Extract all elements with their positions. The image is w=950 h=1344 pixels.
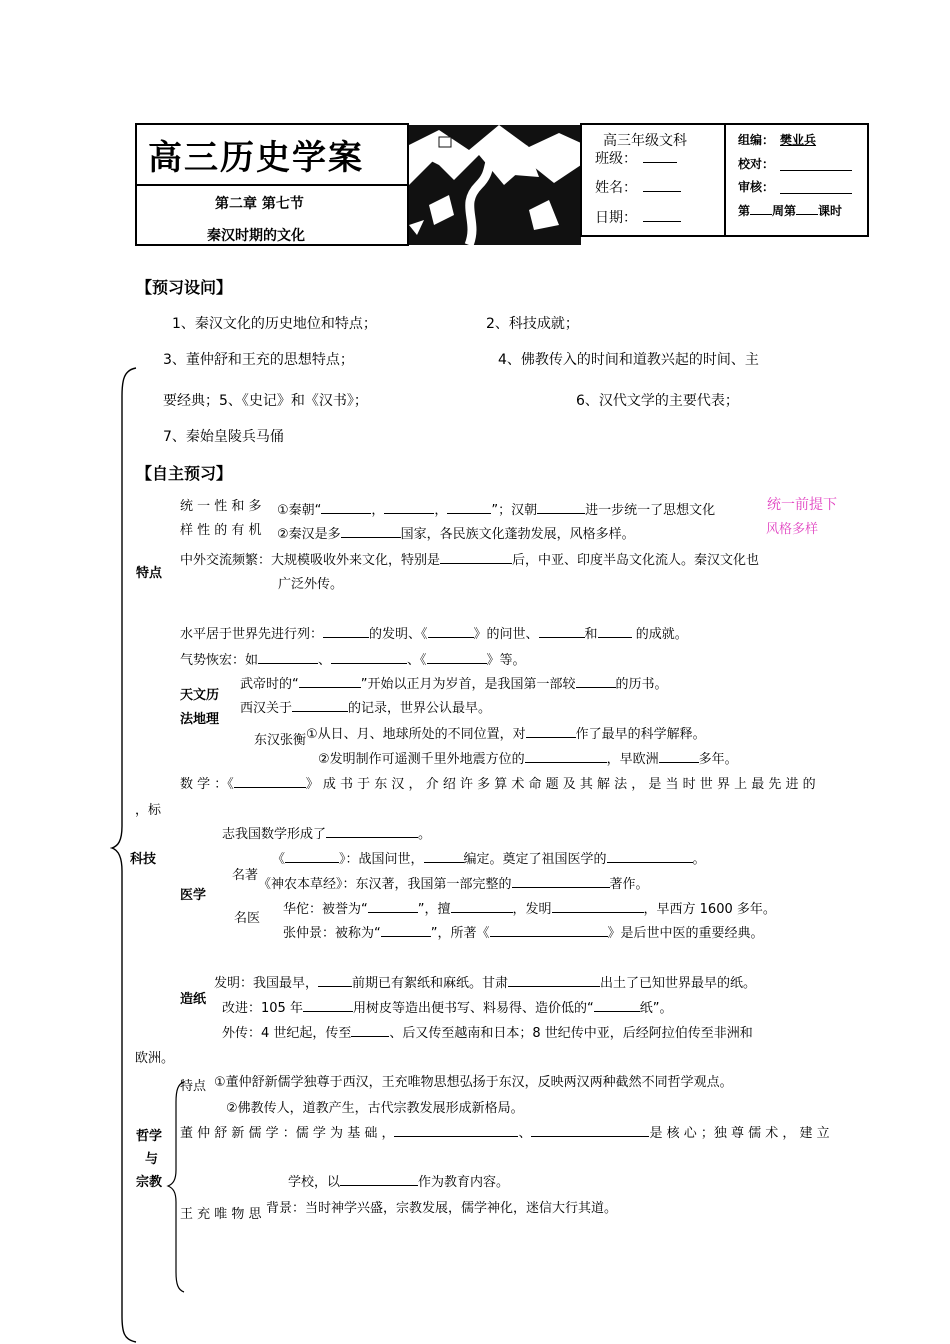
preview-q1: 1、秦汉文化的历史地位和特点； xyxy=(172,316,377,332)
blank-qin-2[interactable] xyxy=(384,501,434,514)
zhangheng-line-2: ②发明制作可遥测千里外地震方位的 ，早欧洲 多年。 xyxy=(318,752,738,767)
class-label: 班级： xyxy=(595,151,637,167)
blank-hua-skill[interactable] xyxy=(451,900,513,913)
preview-q6: 6、汉代文学的主要代表； xyxy=(576,393,739,409)
blank-cailun[interactable] xyxy=(303,999,353,1012)
phil-feature-1: ①董仲舒新儒学独尊于西汉，王充唯物思想弘扬于东汉，反映两汉两种截然不同哲学观点。 xyxy=(214,1075,733,1090)
preview-heading: 【预习设问】 xyxy=(136,278,233,297)
phil-label-1: 哲学 xyxy=(136,1129,163,1144)
blank-paper-spread[interactable] xyxy=(351,1024,389,1037)
dong-line-2: 学校，以 作为教育内容。 xyxy=(288,1175,510,1190)
dong-line: 董 仲 舒 新 儒 学 ：儒 学 为 基 础 ， 、 是 核 心 ；独 尊 儒 术 ， 建 立 xyxy=(180,1126,830,1141)
blank-med-editor[interactable] xyxy=(424,850,464,863)
blank-grand-2[interactable] xyxy=(331,651,407,664)
self-study-heading: 【自主预习】 xyxy=(136,464,233,483)
blank-seismograph[interactable] xyxy=(525,750,607,763)
phil-brace xyxy=(166,1080,186,1294)
blank-level-3[interactable] xyxy=(539,625,585,638)
blank-hua-invent[interactable] xyxy=(552,900,644,913)
zhangheng-label: 东汉张衡 xyxy=(254,733,307,748)
grade-label: 高三年级文科 xyxy=(603,133,687,149)
blank-dong-content[interactable] xyxy=(340,1173,418,1186)
blank-qin-3[interactable] xyxy=(447,501,491,514)
math-line-2: 志我国数学形成了 。 xyxy=(222,827,432,842)
class-field[interactable] xyxy=(643,150,677,163)
editor-name: 樊业兵 xyxy=(780,133,817,147)
proof-label: 校对： xyxy=(738,157,775,171)
unity-note-2: 风格多样 xyxy=(766,522,819,537)
math-line: 数 学 ：《 》 成 书 于 东 汉 ， 介 绍 许 多 算 术 命 题 及 其 解 法 ， 是 当 时 世 界 上 最 先 进 的 xyxy=(180,777,816,792)
unity-note-1: 统一前提下 xyxy=(767,497,837,513)
blank-dong-2[interactable] xyxy=(531,1124,649,1137)
med-line-2: 《神农本草经》：东汉著，我国第一部完整的 著作。 xyxy=(258,877,649,892)
med-line-1: 《 》：战国问世， 编定。奠定了祖国医学的 。 xyxy=(272,852,706,867)
medicine-label: 医学 xyxy=(180,888,207,903)
blank-med-book[interactable] xyxy=(285,850,339,863)
preview-q7: 7、秦始皇陵兵马俑 xyxy=(163,429,284,445)
proof-field[interactable] xyxy=(780,158,852,171)
blank-grand-1[interactable] xyxy=(258,651,318,664)
astro-line-1: 武帝时的“ ”开始以正月为岁首，是我国第一部较 的历书。 xyxy=(240,677,668,692)
blank-multi[interactable] xyxy=(341,525,401,538)
unity-label-2: 样 性 的 有 机 xyxy=(180,523,262,538)
blank-math-system[interactable] xyxy=(326,825,418,838)
name-label: 姓名： xyxy=(595,180,637,196)
paper-line-1: 发明：我国最早， 前期已有絮纸和麻纸。甘肃 出土了已知世界最早的纸。 xyxy=(214,976,757,991)
wang-label: 王 充 唯 物 思 xyxy=(180,1207,262,1222)
unity-line-1: ①秦朝“ ， ， ”；汉朝 进一步统一了思想文化 xyxy=(277,503,716,518)
blank-math-book[interactable] xyxy=(234,775,306,788)
preview-q3: 3、董仲舒和王充的思想特点； xyxy=(163,352,354,368)
doctor-label: 名医 xyxy=(234,911,261,926)
exchange-line: 中外交流频繁：大规模吸收外来文化，特别是 后，中亚、印度半岛文化流人。秦汉文化也 xyxy=(180,553,760,568)
blank-paper-site[interactable] xyxy=(508,974,600,987)
editor-label: 组编： 樊业兵 xyxy=(738,133,817,147)
blank-years[interactable] xyxy=(659,750,699,763)
huatuo-line: 华佗：被誉为“ ”，擅 ，发明 ，早西方 1600 多年。 xyxy=(283,902,776,917)
zhangzhongjing-line: 张仲景：被称为“ ”，所著《 》是后世中医的重要经典。 xyxy=(283,926,764,941)
preview-q4: 4、佛教传入的时间和道教兴起的时间、主 xyxy=(498,352,759,368)
paper-line-2: 改进：105 年 用树皮等造出便书写、料易得、造价低的“ 纸”。 xyxy=(222,1001,673,1016)
blank-record[interactable] xyxy=(292,699,348,712)
blank-grand-3[interactable] xyxy=(427,651,487,664)
grand-line: 气势恢宏：如 、 、《 》等。 xyxy=(180,653,526,668)
astro-label-1: 天文历 xyxy=(180,688,220,703)
phil-feature-label: 特点 xyxy=(180,1079,207,1094)
main-title: 高三历史学案 xyxy=(148,138,364,178)
paper-label: 造纸 xyxy=(180,992,207,1007)
unity-line-2: ②秦汉是多 国家，各民族文化蓬勃发展，风格多样。 xyxy=(277,527,635,542)
unity-label-1: 统 一 性 和 多 xyxy=(180,499,262,514)
blank-level-2[interactable] xyxy=(428,625,474,638)
classics-label: 名著 xyxy=(232,868,259,883)
phil-feature-2: ②佛教传人，道教产生，古代宗教发展形成新格局。 xyxy=(226,1101,524,1116)
blank-zhang-book[interactable] xyxy=(490,924,608,937)
blank-dong-1[interactable] xyxy=(394,1124,518,1137)
zhangheng-line-1: ①从日、月、地球所处的不同位置，对 作了最早的科学解释。 xyxy=(306,727,706,742)
blank-calendar[interactable] xyxy=(299,675,361,688)
astro-line-2: 西汉关于 的记录，世界公认最早。 xyxy=(240,701,492,716)
phil-label-2: 与 xyxy=(145,1152,159,1167)
name-field[interactable] xyxy=(643,179,681,192)
chapter-title: 第二章 第七节 xyxy=(215,196,304,212)
review-label: 审核： xyxy=(738,180,775,194)
blank-han[interactable] xyxy=(537,501,585,514)
blank-calendar-2[interactable] xyxy=(576,675,616,688)
math-line-b: ，标 xyxy=(135,803,162,818)
blank-pharmacology[interactable] xyxy=(512,875,610,888)
paper-line-3b: 欧洲。 xyxy=(135,1051,175,1066)
tech-label: 科技 xyxy=(130,852,157,867)
features-label: 特点 xyxy=(136,566,163,581)
lesson-title: 秦汉时期的文化 xyxy=(207,228,305,244)
paper-line-3: 外传：4 世纪起，传至 、后又传至越南和日本；8 世纪传中亚，后经阿拉伯传至非洲和 xyxy=(222,1026,753,1041)
week-line: 第 周第 课时 xyxy=(738,204,843,218)
blank-exchange[interactable] xyxy=(440,551,512,564)
landscape-illustration xyxy=(409,125,581,245)
date-field[interactable] xyxy=(643,209,681,222)
astro-label-2: 法地理 xyxy=(180,712,220,727)
blank-zhang-title[interactable] xyxy=(381,924,431,937)
blank-paper-name[interactable] xyxy=(594,999,640,1012)
blank-level-1[interactable] xyxy=(323,625,369,638)
blank-hua-title[interactable] xyxy=(368,900,418,913)
preview-q4b: 要经典；5、《史记》和《汉书》； xyxy=(163,393,368,409)
exchange-line-2: 广泛外传。 xyxy=(278,577,344,592)
blank-med-foundation[interactable] xyxy=(607,850,693,863)
date-label: 日期： xyxy=(595,210,637,226)
preview-q2: 2、科技成就； xyxy=(486,316,579,332)
review-field[interactable] xyxy=(780,181,852,194)
blank-paper-period[interactable] xyxy=(318,974,352,987)
blank-eclipse[interactable] xyxy=(526,725,576,738)
wang-background: 背景：当时神学兴盛，宗教发展，儒学神化，迷信大行其道。 xyxy=(266,1201,618,1216)
blank-level-4[interactable] xyxy=(598,625,632,638)
phil-label-3: 宗教 xyxy=(136,1175,163,1190)
level-line: 水平居于世界先进行列： 的发明、《 》的问世、 和 的成就。 xyxy=(180,627,688,642)
blank-qin-1[interactable] xyxy=(321,501,371,514)
